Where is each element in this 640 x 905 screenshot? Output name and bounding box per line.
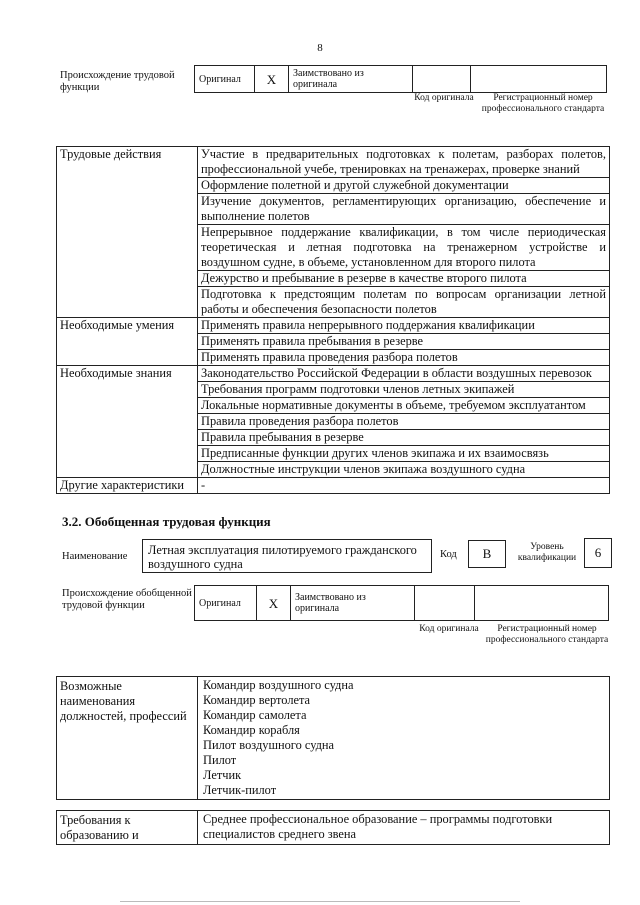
code-label: Код: [440, 549, 457, 560]
borrowed-cell-2: Заимствовано из оригинала: [291, 586, 415, 621]
original-cell: Оригинал: [195, 66, 255, 93]
table-cell: Предписанные функции других членов экипажа и их взаимосвязь: [198, 446, 610, 462]
row-label-other: Другие характеристики: [57, 478, 198, 494]
table-cell: Дежурство и пребывание в резерве в качестве второго пилота: [198, 271, 610, 287]
list-item: Пилот воздушного судна: [203, 738, 335, 752]
row-label-actions: Трудовые действия: [57, 147, 198, 318]
name-label: Наименование: [62, 551, 128, 562]
list-item: Командир корабля: [203, 723, 300, 737]
list-item: Пилот: [203, 753, 237, 767]
table-cell: Участие в предварительных подготовках к полетам, разборах полетов, профессиональной учебе, тренировках на тренажерах, проверке знаний: [198, 147, 610, 178]
original-mark: X: [255, 66, 289, 93]
table-cell: Оформление полетной и другой служебной документации: [198, 178, 610, 194]
education-label: Требования к образованию и: [57, 811, 198, 845]
list-item: Командир воздушного судна: [203, 678, 354, 692]
original-mark-2: X: [257, 586, 291, 621]
table-cell: Подготовка к предстоящим полетам по вопросам организации летной работы и обеспечения безопасности полетов: [198, 287, 610, 318]
positions-label: Возможные наименования должностей, профессий: [57, 677, 198, 800]
table-cell: Должностные инструкции членов экипажа воздушного судна: [198, 462, 610, 478]
row-label-skills: Необходимые умения: [57, 318, 198, 366]
origin-table-2: [194, 585, 609, 621]
table-cell: Применять правила пребывания в резерве: [198, 334, 610, 350]
page-edge-line: [120, 901, 520, 902]
original-cell-2: Оригинал: [195, 586, 257, 621]
reg-caption: Регистрационный номер профессионального стандарта: [481, 93, 605, 114]
function-name-box: Летная эксплуатация пилотируемого гражданского воздушного судна: [142, 539, 432, 573]
table-cell: Непрерывное поддержание квалификации, в том числе периодическая теоретическая и летная подготовка на тренажерном устройстве и воздушном судне, в объеме, установленном для второго пилота: [198, 225, 610, 271]
list-item: Командир самолета: [203, 708, 307, 722]
origin-label: Происхождение трудовой функции: [60, 70, 175, 93]
positions-table: [56, 676, 610, 800]
reg-number-cell: [471, 66, 607, 93]
section-title: 3.2. Обобщенная трудовая функция: [62, 514, 271, 529]
table-cell: Изучение документов, регламентирующих организацию, обеспечение и выполнение полетов: [198, 194, 610, 225]
education-table: [56, 810, 610, 845]
level-label: Уровень квалификации: [517, 542, 577, 563]
positions-list: [198, 677, 610, 800]
origin-table: [194, 65, 607, 93]
list-item: Летчик: [203, 768, 242, 782]
list-item: Командир вертолета: [203, 693, 311, 707]
code-caption-2: Код оригинала: [419, 624, 479, 634]
code-value-box: B: [468, 540, 506, 568]
table-cell: Правила пребывания в резерве: [198, 430, 610, 446]
table-cell: Локальные нормативные документы в объеме, требуемом эксплуатантом: [198, 398, 610, 414]
list-item: Летчик-пилот: [203, 783, 277, 797]
table-cell: -: [198, 478, 610, 494]
table-cell: Применять правила проведения разбора полетов: [198, 350, 610, 366]
borrowed-cell: Заимствовано из оригинала: [289, 66, 413, 93]
code-cell-2: [415, 586, 475, 621]
reg-number-cell-2: [475, 586, 609, 621]
code-cell: [413, 66, 471, 93]
reg-caption-2: Регистрационный номер профессионального стандарта: [485, 624, 609, 645]
table-cell: Требования программ подготовки членов летных экипажей: [198, 382, 610, 398]
table-cell: Применять правила непрерывного поддержания квалификации: [198, 318, 610, 334]
table-cell: Законодательство Российской Федерации в области воздушных перевозок: [198, 366, 610, 382]
page-number: 8: [317, 42, 323, 54]
row-label-knowledge: Необходимые знания: [57, 366, 198, 478]
code-caption: Код оригинала: [414, 93, 474, 103]
table-cell: Правила проведения разбора полетов: [198, 414, 610, 430]
labor-function-table: [56, 146, 610, 494]
education-value: Среднее профессиональное образование – программы подготовки специалистов среднего звена: [198, 811, 610, 845]
origin-label-2: Происхождение обобщенной трудовой функции: [62, 588, 192, 611]
level-value-box: 6: [584, 538, 612, 568]
